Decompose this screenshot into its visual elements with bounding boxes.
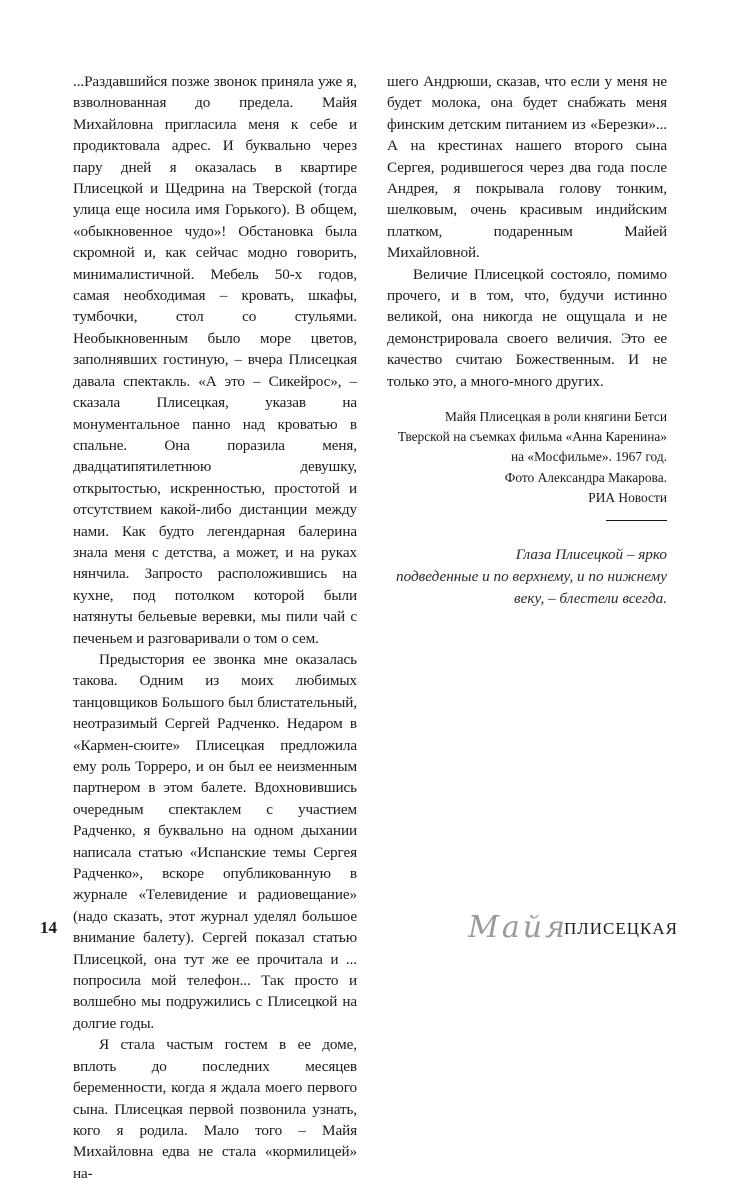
page-number: 14 [40,918,57,937]
paragraph: ...Раздавшийся позже звонок приняла уже я, взволнованная до предела. Майя Михайловна пригласила меня к себе и продиктовала адрес. И буквально через пару дней я оказалась в квартире Плисецкой и Щедрина на Тверской (тогда улица еще носила имя Горького). В общем, «обыкновенное чудо»! Обстановка была скромной и, как сейчас модно говорить, минималистичной. Мебель 50-х годов, самая необходимая – кровать, шкафы, тумбочки, стол со стульями. Необыкновенным было море цветов, заполнявших гостиную, – вчера Плисецкая давала спектакль. «А это – Сикейрос», – сказала Плисецкая, указав на монументальное панно над кроватью в спальне. Она поразила меня, двадцатипятилетнюю девушку, открытостью, искренностью, простотой и отсутствием какой-либо дистанции между нами. Как будто легендарная балерина знала меня с детства, а может, и на руках нянчила. Запросто расположившись на кухне, под потолком которой были натянуты бельевые веревки, мы пили чай с печеньем и разговаривали о том о сем. [73,73,357,647]
caption-line: Фото Александра Макарова. [504,469,667,485]
divider [606,520,667,521]
quote-line: подведенные и по верхнему, и по нижнему [396,567,667,585]
caption-line: РИА Новости [588,489,667,505]
paragraph: Величие Плисецкой состояло, помимо прочего, и в том, что, будучи истинно великой, она никогда не ощущала и не демонстрировала своего величия. Это ее качество считаю Божественным. И не только это, а много-много других. [387,265,667,390]
running-title-script: Майя [468,910,568,945]
paragraph: Я стала частым гостем в ее доме, вплоть до последних месяцев беременности, когда я ждала моего первого сына. Плисецкая первой позвонила узнать, кого я родила. Мало того – Майя Михайловна едва не стала «кормилицей» на- [73,1036,357,1182]
caption-line: Тверской на съемках фильма «Анна Каренина» [397,429,667,445]
photo-caption [367,407,667,508]
paragraph: Предыстория ее звонка мне оказалась такова. Одним из моих любимых танцовщиков Большого был блистательный, неотразимый Сергей Радченко. Недаром в «Кармен-сюите» Плисецкая предложила ему роль Торреро, и он был ее неизменным партнером в этом балете. Вдохновившись очередным спектаклем с участием Радченко, я буквально на одном дыхании написала статью «Испанские темы Сергея Радченко», вскоре опубликованную в журнале «Телевидение и радиовещание» (надо сказать, этот журнал уделял большое внимание балету). Сергей показал статью Плисецкой, она тут же ее прочитала и ... попросила мой телефон... Так просто и волшебно мы подружились с Плисецкой на долгие годы. [73,650,357,1032]
running-title-name: ПЛИСЕЦКАЯ [563,919,678,938]
quote-line: Глаза Плисецкой – ярко [515,546,667,563]
pull-quote [367,544,667,609]
left-text-column [73,71,357,1184]
quote-line: веку, – блестели всегда. [514,589,667,607]
caption-line: Майя Плисецкая в роли княгини Бетси [444,409,667,424]
right-text-column [387,71,667,392]
running-title [468,906,678,946]
caption-line: на «Мосфильме». 1967 год. [510,449,667,465]
paragraph: шего Андрюши, сказав, что если у меня не будет молока, она будет снабжать меня финским детским питанием из «Березки»... А на крестинах нашего второго сына Сергея, родившегося через два года после Андрея, я покрывала голову тонким, шелковым, очень красивым индийским платком, подаренным Майей Михайловной. [387,73,667,262]
